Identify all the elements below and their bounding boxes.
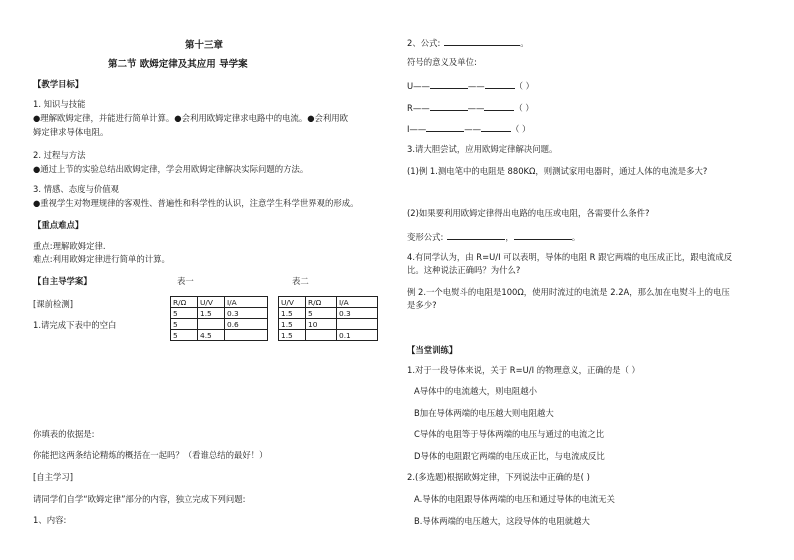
training-q1-option-a: A导体中的电流越大，则电阻越小 bbox=[414, 386, 537, 396]
table-cell: 0.3 bbox=[225, 308, 268, 319]
table-cell: 5 bbox=[171, 308, 198, 319]
table-cell[interactable] bbox=[225, 330, 268, 341]
variant-period: 。 bbox=[571, 232, 581, 242]
chapter-title: 第十三章 bbox=[185, 40, 224, 51]
self-study-label: [自主学习] bbox=[33, 472, 74, 482]
example-2-line-a: 例 2.一个电熨斗的电阻是100Ω，使用时流过的电流是 2.2A，那么加在电熨斗上的电压 bbox=[407, 287, 730, 297]
goal-3-text: ●重视学生对物理规律的客观性、普遍性和科学性的认识，注意学生科学世界观的形成。 bbox=[33, 198, 359, 208]
training-q2: 2.(多选题)根据欧姆定律，下列说法中正确的是( ) bbox=[407, 472, 590, 482]
goal-1-text-a: ●理解欧姆定律，并能进行简单计算。●会利用欧姆定律求电路中的电流。●会利用欧 bbox=[33, 113, 349, 123]
table-cell: 1.5 bbox=[279, 330, 306, 341]
goal-2-text: ●通过上节的实验总结出欧姆定律，学会用欧姆定律解决实际问题的方法。 bbox=[33, 164, 309, 174]
table-cell: 4.5 bbox=[198, 330, 225, 341]
q3-example-1: (1)例 1.测电笔中的电阻是 880KΩ，则测试家用电器时，通过人体的电流是多大? bbox=[407, 166, 708, 176]
table-row bbox=[171, 319, 268, 330]
table-cell: 5 bbox=[306, 308, 337, 319]
table-cell: U/V bbox=[198, 297, 225, 308]
read-prompt: 请同学们自学“欧姆定律”部分的内容，独立完成下列问题: bbox=[33, 494, 246, 504]
keypoint-focus: 重点:理解欧姆定律. bbox=[33, 241, 106, 251]
symbol-r: R—— bbox=[407, 103, 430, 113]
table-cell: 0.6 bbox=[225, 319, 268, 330]
symbol-u-row bbox=[407, 79, 534, 92]
table-cell: I/A bbox=[337, 297, 378, 308]
symbol-u-dash: —— bbox=[467, 81, 485, 91]
formula-label bbox=[407, 36, 529, 49]
goals-header: 【教学目标】 bbox=[33, 79, 84, 89]
table-cell: 1.5 bbox=[279, 308, 306, 319]
symbol-r-row bbox=[407, 101, 534, 114]
table-cell: 0.3 bbox=[337, 308, 378, 319]
table-row bbox=[171, 297, 268, 308]
symbols-label: 符号的意义及单位: bbox=[407, 57, 477, 67]
table-cell: 5 bbox=[171, 330, 198, 341]
table-cell: 10 bbox=[306, 319, 337, 330]
fill-table-prompt: 1.请完成下表中的空白 bbox=[33, 320, 117, 330]
table-cell[interactable] bbox=[198, 319, 225, 330]
table-cell: R/Ω bbox=[171, 297, 198, 308]
symbol-r-blank[interactable] bbox=[430, 101, 468, 111]
goal-1-heading: 1. 知识与技能 bbox=[33, 99, 86, 109]
variant-formula-row bbox=[407, 230, 580, 243]
training-q1: 1.对于一段导体来说，关于 R=U/I 的物理意义，正确的是（ ） bbox=[407, 365, 640, 375]
training-q2-option-a: A.导体的电阻跟导体两端的电压和通过导体的电流无关 bbox=[414, 494, 615, 504]
table1-title: 表一 bbox=[177, 276, 194, 286]
symbol-i-row bbox=[407, 122, 530, 135]
self-guide-header: 【自主导学案】 bbox=[33, 276, 92, 286]
keypoint-difficulty: 难点:利用欧姆定律进行简单的计算。 bbox=[33, 254, 170, 264]
table-row bbox=[279, 308, 378, 319]
summary-question: 你能把这两条结论精炼的概括在一起吗？（看谁总结的最好！） bbox=[33, 450, 268, 460]
symbol-i-dash: —— bbox=[464, 124, 481, 134]
variant-blank-1[interactable] bbox=[447, 230, 505, 240]
symbol-i-blank[interactable] bbox=[426, 122, 464, 132]
q4-line-b: 比。这种说法正确吗？为什么? bbox=[407, 265, 521, 275]
variant-blank-2[interactable] bbox=[514, 230, 572, 240]
symbol-u-blank[interactable] bbox=[430, 79, 468, 89]
content-label: 1、内容: bbox=[33, 515, 67, 525]
q4-line-a: 4.有同学认为，由 R=U/I 可以表明，导体的电阻 R 跟它两端的电压成正比，跟电流成反 bbox=[407, 252, 733, 262]
table-cell: I/A bbox=[225, 297, 268, 308]
table-cell: 1.5 bbox=[198, 308, 225, 319]
q3-heading: 3.请大胆尝试，应用欧姆定律解决问题。 bbox=[407, 144, 558, 154]
table-row bbox=[171, 308, 268, 319]
table-cell: 5 bbox=[171, 319, 198, 330]
section-title: 第二节 欧姆定律及其应用 导学案 bbox=[108, 59, 248, 70]
unit-r-blank[interactable] bbox=[484, 101, 514, 111]
symbol-r-dash: —— bbox=[467, 103, 485, 113]
symbol-u: U—— bbox=[407, 81, 430, 91]
symbol-i: I—— bbox=[407, 124, 427, 134]
training-q1-option-d: D导体的电阻跟它两端的电压成正比，与电流成反比 bbox=[414, 451, 605, 461]
table-row bbox=[279, 330, 378, 341]
table-two bbox=[278, 296, 378, 341]
q3-part-2: (2)如果要利用欧姆定律得出电路的电压或电阻，各需要什么条件? bbox=[407, 208, 650, 218]
goal-1-text-b: 姆定律求导体电阻。 bbox=[33, 127, 109, 137]
unit-r-paren: （ ） bbox=[514, 103, 534, 113]
table-cell: R/Ω bbox=[306, 297, 337, 308]
training-q1-option-c: C导体的电阻等于导体两端的电压与通过的电流之比 bbox=[414, 429, 605, 439]
table-row bbox=[279, 297, 378, 308]
training-q1-option-b: B加在导体两端的电压越大则电阻越大 bbox=[414, 408, 554, 418]
table-row bbox=[279, 319, 378, 330]
formula-blank[interactable] bbox=[444, 36, 520, 46]
table2-title: 表二 bbox=[292, 276, 309, 286]
formula-period: 。 bbox=[520, 38, 529, 48]
table-cell: 1.5 bbox=[279, 319, 306, 330]
table-cell[interactable] bbox=[337, 319, 378, 330]
table-cell: 0.1 bbox=[337, 330, 378, 341]
goal-3-heading: 3. 情感、态度与价值观 bbox=[33, 184, 120, 194]
training-q2-option-b: B.导体两端的电压越大，这段导体的电阻就越大 bbox=[414, 516, 590, 526]
training-header: 【当堂训练】 bbox=[407, 345, 458, 355]
unit-u-blank[interactable] bbox=[485, 79, 515, 89]
variant-label: 变形公式: bbox=[407, 232, 444, 242]
unit-i-paren: （ ） bbox=[510, 124, 531, 134]
table-cell: U/V bbox=[279, 297, 306, 308]
table-one bbox=[170, 296, 268, 341]
example-2-line-b: 是多少? bbox=[407, 300, 437, 310]
goal-2-heading: 2. 过程与方法 bbox=[33, 150, 86, 160]
variant-comma: ， bbox=[505, 232, 514, 242]
basis-question: 你填表的依据是: bbox=[33, 429, 95, 439]
unit-u-paren: （ ） bbox=[514, 81, 535, 91]
unit-i-blank[interactable] bbox=[481, 122, 511, 132]
formula-text: 2、公式: bbox=[407, 38, 441, 48]
keypoints-header: 【重点难点】 bbox=[33, 220, 84, 230]
precheck-label: [课前检测] bbox=[33, 299, 74, 309]
table-cell[interactable] bbox=[306, 330, 337, 341]
table-row bbox=[171, 330, 268, 341]
